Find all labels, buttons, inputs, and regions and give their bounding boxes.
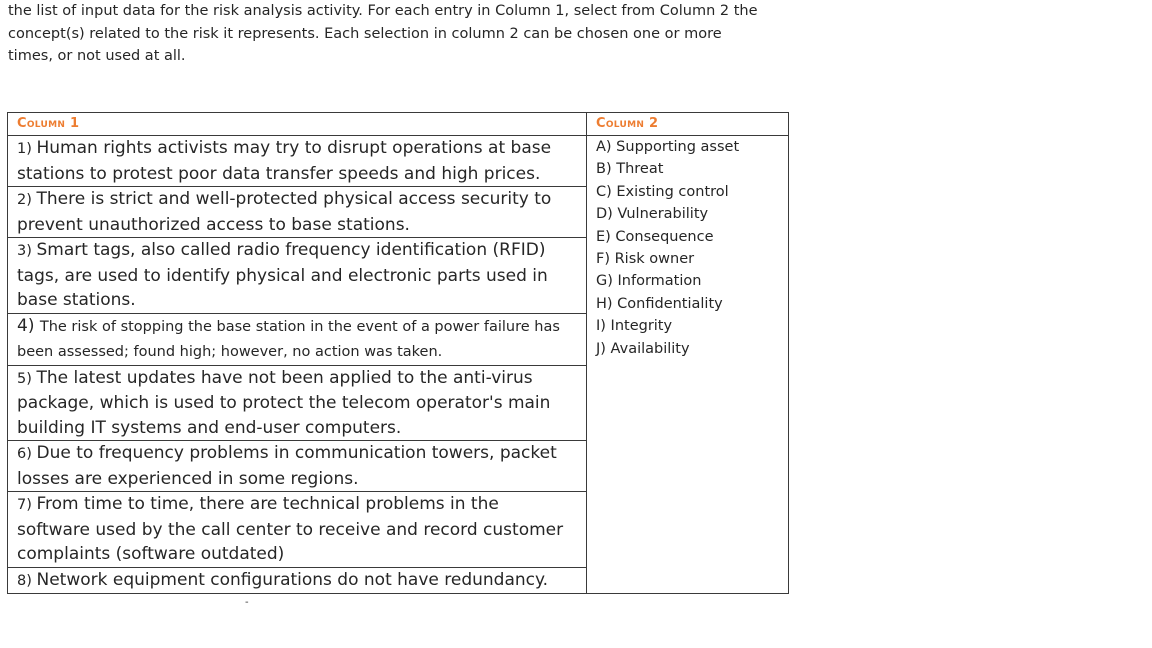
option-e: E) Consequence: [596, 228, 714, 245]
column-2-options: [587, 136, 789, 594]
option-f: F) Risk owner: [596, 251, 695, 268]
instructions-text: the list of input data for the risk analysis activity. For each entry in Column 1, select from Column 2 the concept(s) related to the risk it represents. Each selection in column 2 can be chosen one or more times, or not used at all.: [8, 3, 758, 64]
column-2-header: Column 2: [587, 113, 789, 136]
table-row: [8, 136, 789, 187]
option-g: G) Information: [596, 273, 702, 290]
column-1-item-5: 5) The latest updates have not been applied to the anti-virus package, which is used to protect the telecom operator's main building IT systems and end-user computers.: [8, 365, 587, 441]
column-1-item-7: 7) From time to time, there are technical problems in the software used by the call center to receive and record customer complaints (software outdated): [8, 492, 587, 568]
column-1-item-4: 4) The risk of stopping the base station in the event of a power failure has been assessed; found high; however, no action was taken.: [8, 313, 587, 365]
option-a: A) Supporting asset: [596, 139, 740, 155]
option-h: H) Confidentiality: [596, 295, 723, 312]
option-d: D) Vulnerability: [596, 206, 709, 223]
option-j: J) Availability: [596, 340, 690, 357]
options-list: [596, 136, 779, 360]
column-1-header: Column 1: [8, 113, 587, 136]
matching-table: [7, 112, 789, 594]
table-header-row: [8, 113, 789, 136]
column-1-item-6: 6) Due to frequency problems in communication towers, packet losses are experienced in some regions.: [8, 441, 587, 492]
column-1-item-3: 3) Smart tags, also called radio frequency identification (RFID) tags, are used to identify physical and electronic parts used in base stations.: [8, 238, 587, 314]
column-1-item-2: 2) There is strict and well-protected physical access security to prevent unauthorized access to base stations.: [8, 187, 587, 238]
option-b: B) Threat: [596, 161, 664, 178]
column-1-item-8: 8) Network equipment configurations do not have redundancy.: [8, 567, 587, 594]
stray-mark: -: [245, 597, 249, 608]
option-c: C) Existing control: [596, 183, 729, 200]
column-1-item-1: 1) Human rights activists may try to disrupt operations at base stations to protest poor data transfer speeds and high prices.: [8, 136, 587, 187]
option-i: I) Integrity: [596, 318, 673, 335]
